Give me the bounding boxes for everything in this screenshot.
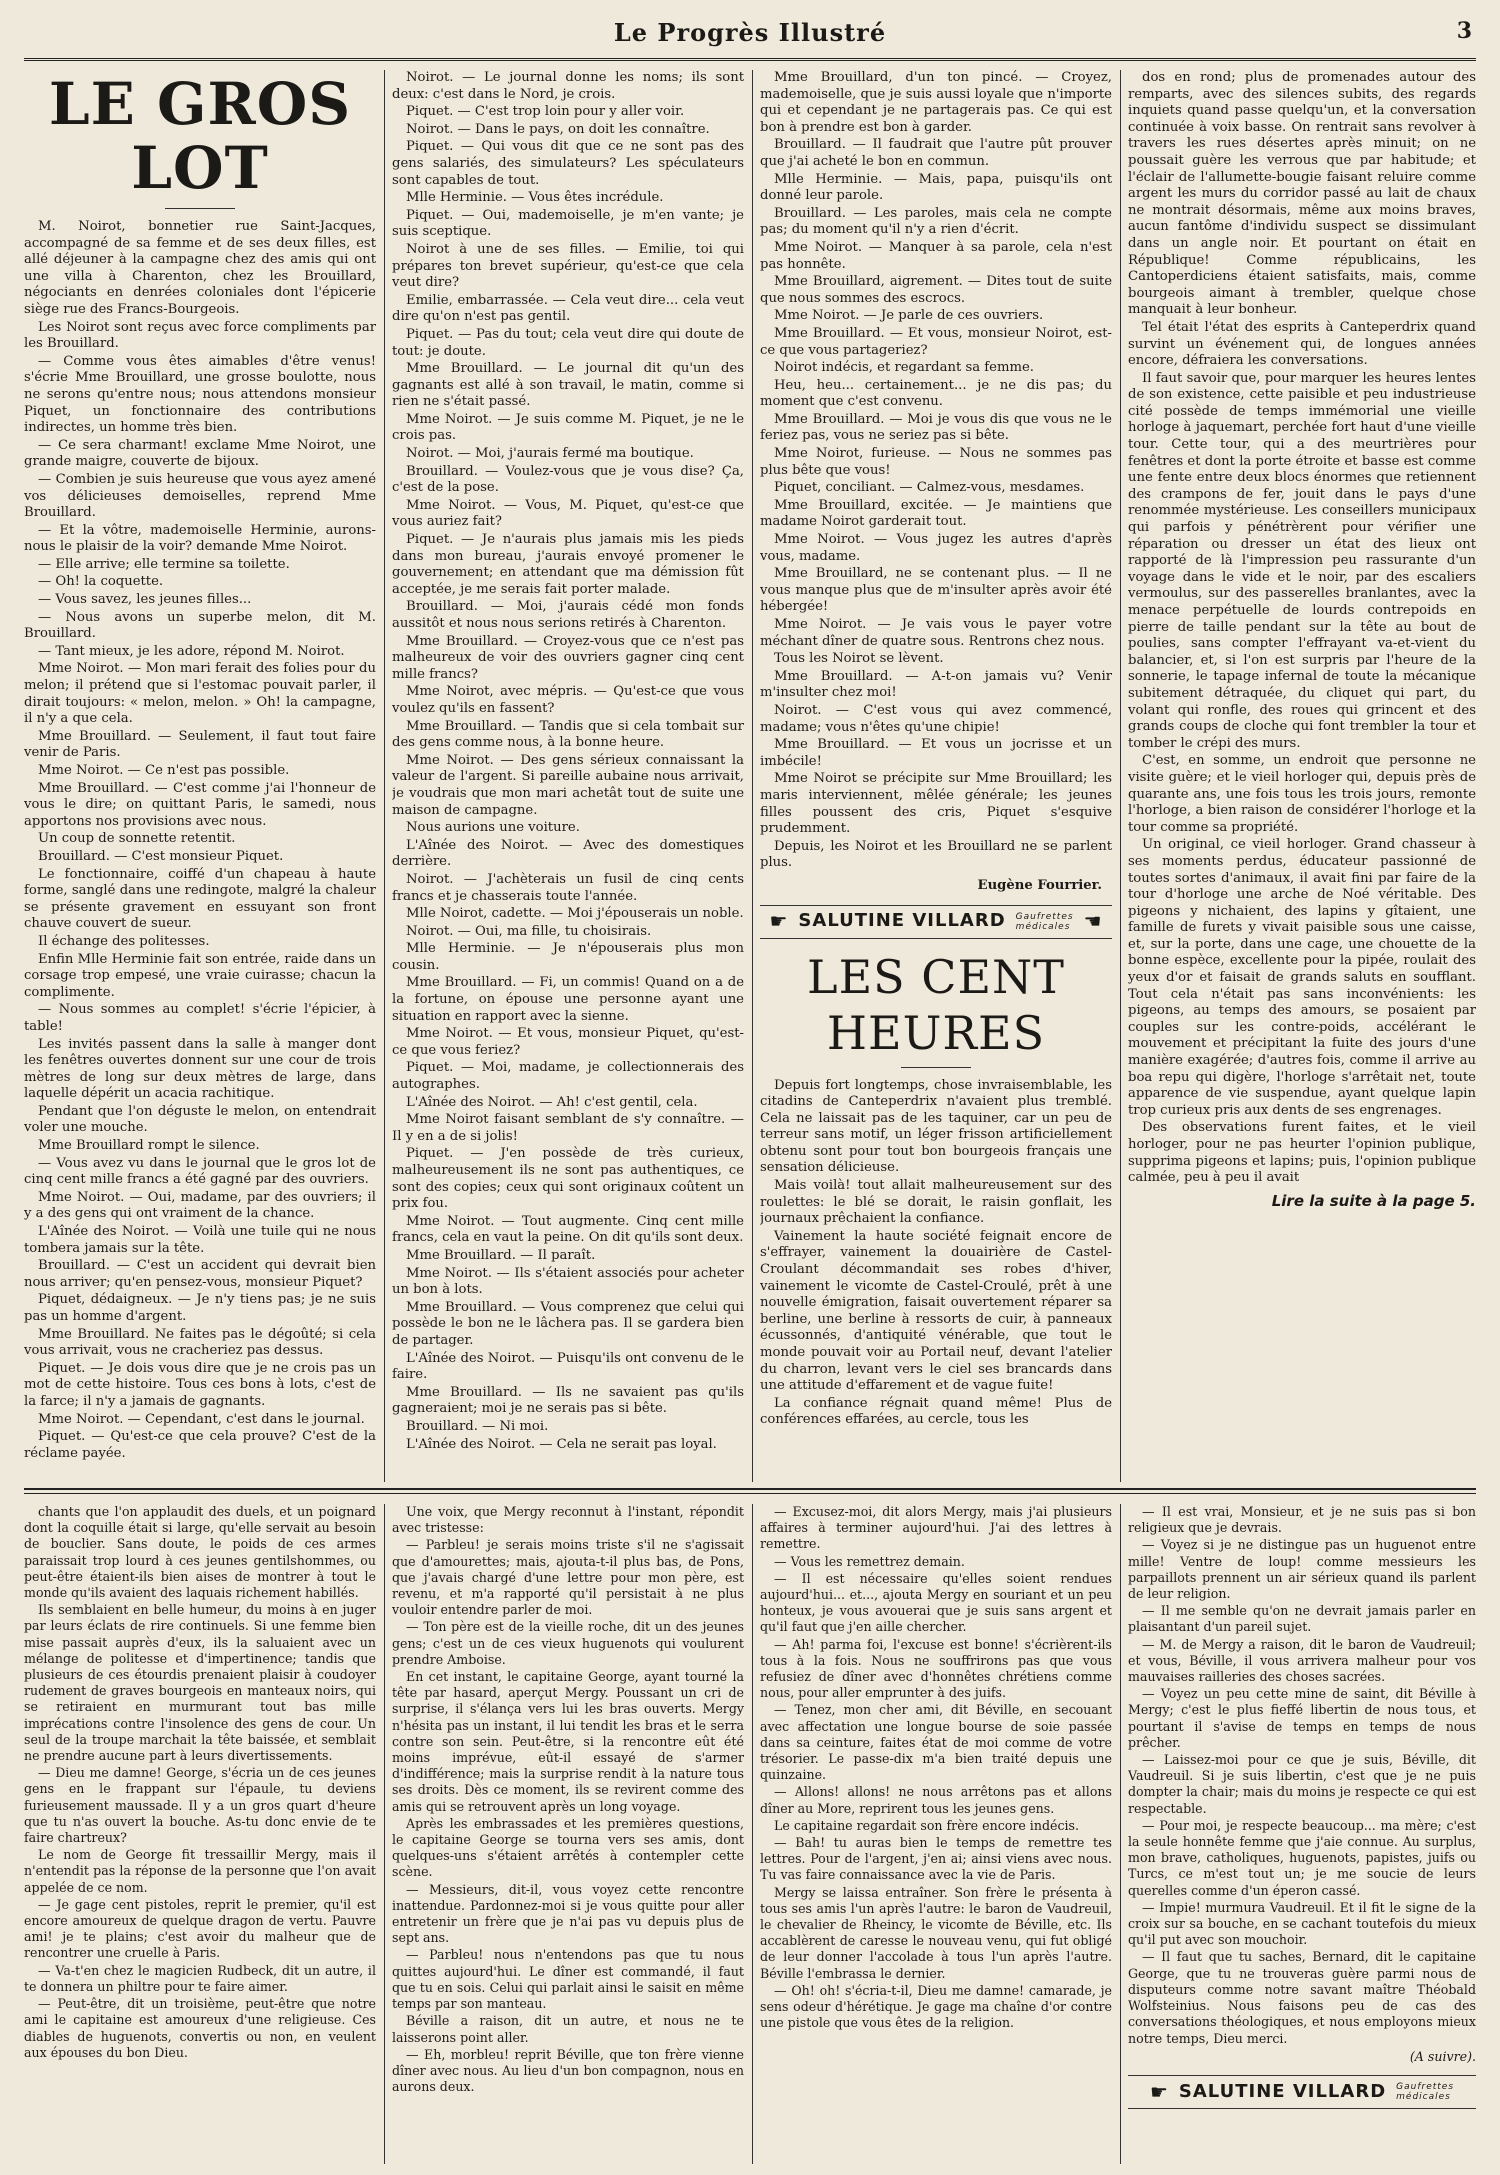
column-rule xyxy=(384,1504,385,2164)
paragraph: Le capitaine regardait son frère encore indécis. xyxy=(774,1817,1080,1833)
paragraph: Mme Brouillard. — A-t-on jamais vu? Venir m'insulter chez moi! xyxy=(760,668,1112,701)
paragraph: En cet instant, le capitaine George, ayant tourné la tête par hasard, aperçut Mergy. Poussant un cri de surprise, il s'élança vers lui les bras ouverts. Mergy n'hésita pas un instant, il lui tendit les bras et le serra contre son sein. Peut-être, si la rencontre eût été moins imprévue, eût-il essayé de s'armer d'indifférence; mais la surprise rendit à la nature tous ses droits. Dès ce moment, ils se revirent comme des amis qui se retrouvent après un long voyage. xyxy=(392,1669,744,1814)
paragraph: Mme Noirot se précipite sur Mme Brouillard; les maris interviennent, mêlée générale; les jeunes filles poussent des cris, Piquet s'esquive prudemment. xyxy=(760,771,1112,837)
newspaper-title: Le Progrès Illustré xyxy=(613,18,887,47)
paragraph: Emilie, embarrassée. — Cela veut dire... cela veut dire qu'on n'est pas gentil. xyxy=(392,292,744,325)
gros-lot-column-1 xyxy=(24,70,376,1480)
paragraph: Noirot. — Dans le pays, on doit les connaître. xyxy=(406,121,710,137)
headline-divider xyxy=(901,1067,971,1068)
author-signature: Eugène Fourrier. xyxy=(977,877,1102,893)
paragraph: Les invités passent dans la salle à manger dont les fenêtres ouvertes donnent sur une cour de trois mètres de long sur deux mètres de large, dans laquelle dépérit un acacia rachitique. xyxy=(24,1036,376,1102)
pointing-hand-icon: ☛ xyxy=(769,909,789,934)
paragraph: — M. de Mergy a raison, dit le baron de Vaudreuil; et vous, Béville, il vous arrivera malheur pour vos mauvaises railleries des choses sacrées. xyxy=(1128,1636,1476,1685)
paragraph: Mme Brouillard. — Il paraît. xyxy=(406,1247,596,1263)
paragraph: Il faut savoir que, pour marquer les heures lentes de son existence, cette paisible et peu industrieuse cité possède de temps immémorial une vieille horloge à jaquemart, perchée fort haut d'une vieille tour. Cette tour, qui a des meurtrières pour fenêtres et dont la porte étroite et basse est comme une fente entre deux blocs énormes que retiennent des crampons de fer, jouit dans le pays d'une renommée mystérieuse. Les conseillers municipaux qui parfois y pénétrèrent pour vérifier une réparation ou dresser un état des lieux ont rapporté de là l'impression peu rassurante d'un voyage dans le vide et le noir, par des escaliers vermoulus, sur des passerelles branlantes, avec la menace perpétuelle de lourds contrepoids en pierre de taille pendant sur la tête au bout de poulies, sans compter l'effrayant va-et-vient du balancier, et, si l'on est surpris par l'heure de la sonnerie, le tapage infernal de toute la mécanique subitement détraquée, du cliquet qui part, du volant qui ronfle, des roues qui grincent et des grands coups de cloche qui font trembler la tour et tomber le crépi des murs. xyxy=(1128,370,1476,751)
paragraph: Mlle Herminie. — Je n'épouserais plus mon cousin. xyxy=(392,941,744,973)
column-rule xyxy=(384,70,385,1482)
paragraph: — Oh! la coquette. xyxy=(38,574,164,590)
paragraph: Piquet. — Oui, mademoiselle, je m'en vante; je suis sceptique. xyxy=(392,207,744,240)
salutine-ad xyxy=(760,905,1112,939)
gros-lot-column-2 xyxy=(392,70,744,1480)
paragraph: Brouillard. — Il faudrait que l'autre pût prouver que j'ai acheté le bon en commun. xyxy=(760,137,1112,169)
paragraph: Tous les Noirot se lèvent. xyxy=(774,651,944,667)
paragraph: Mme Noirot. — Vous jugez les autres d'après vous, madame. xyxy=(760,532,1112,564)
feuilleton-text-1 xyxy=(24,1504,376,2061)
paragraph: Mme Noirot. — Vous, M. Piquet, qu'est-ce que vous auriez fait? xyxy=(392,497,744,530)
paragraph: — Impie! murmura Vaudreuil. Et il fit le signe de la croix sur sa bouche, en se cachant toutefois du mieux qu'il put avec son mouchoir. xyxy=(1128,1899,1476,1948)
cent-heures-column-2 xyxy=(1128,70,1476,1480)
section-divider xyxy=(24,1493,1476,1494)
paragraph: L'Aînée des Noirot. — Avec des domestiques derrière. xyxy=(392,837,744,870)
paragraph: Mme Brouillard. — Vous comprenez que celui qui possède le bon ne le lâchera pas. Il se gardera bien de partager. xyxy=(392,1299,744,1348)
paragraph: Brouillard. — Ni moi. xyxy=(406,1418,549,1434)
paragraph: Noirot. — Le journal donne les noms; ils sont deux: c'est dans le Nord, je crois. xyxy=(392,70,744,102)
paragraph: Mme Brouillard. — Ils ne savaient pas qu'ils gagneraient; moi je ne serais pas si bête. xyxy=(392,1384,744,1417)
paragraph: Ils semblaient en belle humeur, du moins à en juger par leurs éclats de rire continuels. Si une femme bien mise passait auprès d'eux, ils la saluaient avec un mélange de politesse et d'impertinence; tandis que plusieurs de ces étourdis prenaient plaisir à coudoyer rudement de graves bourgeois en manteaux noirs, qui se retiraient en murmurant tout bas mille imprécations contre l'insolence des gens de cour. Un seul de la troupe marchait la tête baissée, et semblait ne prendre aucune part à leurs divertissements. xyxy=(24,1602,376,1764)
paragraph: Un original, ce vieil horloger. Grand chasseur à ses moments perdus, éducateur passionné de toutes sortes d'animaux, il avait fini par faire de la tour d'horloge une arche de Noé véritable. Des pigeons y nichaient, des lapins y gîtaient, une famille de furets y vivait paisible sous une caisse, et, sur la porte, dans une cage, une chouette de la bonne espèce, excellente pour la pipée, roulait des yeux d'or et faisait de grands saluts en soufflant. Tout cela n'était pas sans inconvénients: les pigeons, au temps des amours, se posaient par couples sur les contre-poids, accélérant le mouvement et précipitant la fuite des jours d'une manière exagérée; d'autres fois, comme il arrive au boa repu qui digère, l'horloge s'arrêtait net, toute apparence de vie suspendue, ayant quelque lapin trop curieux pris aux dents de ses engrenages. xyxy=(1128,837,1476,1118)
gros-lot-text-3 xyxy=(760,70,1112,872)
paragraph: Vainement la haute société feignait encore de s'effrayer, vainement la douairière de Castel-Croulant décommandait ses robes d'hiver, vainement le vicomte de Castel-Croulé, prêt à une nouvelle émigration, faisait ouvertement réparer sa berline, une berline à ressorts de cuir, à panneaux écussonnés, d'antiquité vénérable, que tout le monde pouvait voir au Portail neuf, devant l'atelier du charron, levant vers le ciel ses brancards dans une attitude d'effarement et de vague fuite! xyxy=(760,1228,1112,1394)
paragraph: Le nom de George fit tressaillir Mergy, mais il n'entendit pas la réponse de la personne que l'on avait appelée de ce nom. xyxy=(24,1847,376,1895)
paragraph: Mme Noirot. — Tout augmente. Cinq cent mille francs, cela en vaut la peine. On dit qu'ils sont deux. xyxy=(392,1213,744,1246)
paragraph: Mme Noirot. — Ce n'est pas possible. xyxy=(38,763,290,778)
paragraph: Mme Noirot. — Manquer à sa parole, cela n'est pas honnête. xyxy=(760,239,1112,272)
paragraph: Mme Noirot. — Je parle de ces ouvriers. xyxy=(774,308,1044,324)
continued-notice: Lire la suite à la page 5. xyxy=(1271,1191,1476,1210)
paragraph: — Laissez-moi pour ce que je suis, Béville, dit Vaudreuil. Si je suis libertin, c'est que je ne puis dompter la chair; mais du moins je respecte ce qui est respectable. xyxy=(1128,1752,1476,1816)
paragraph: — Bah! tu auras bien le temps de remettre tes lettres. Pour de l'argent, j'en ai; ainsi viens avec nous. Tu vas faire connaissance avec la vie de Paris. xyxy=(760,1835,1112,1883)
paragraph: — Messieurs, dit-il, vous voyez cette rencontre inattendue. Pardonnez-moi si je vous quitte pour aller entretenir un frère que je n'ai pas vu depuis plus de sept ans. xyxy=(392,1881,744,1946)
paragraph: Nous aurions une voiture. xyxy=(406,820,580,836)
ad-name: SALUTINE VILLARD xyxy=(1178,2080,1387,2102)
paragraph: Brouillard. — C'est monsieur Piquet. xyxy=(38,848,284,864)
paragraph: — Ton père est de la vieille roche, dit un des jeunes gens; c'est un de ces vieux huguenots qui voulurent prendre Amboise. xyxy=(392,1619,744,1667)
paragraph: Mme Noirot. — Je suis comme M. Piquet, je ne le crois pas. xyxy=(392,411,744,444)
paragraph: Heu, heu... certainement... je ne dis pas; du moment que c'est convenu. xyxy=(760,377,1112,410)
paragraph: Noirot. — J'achèterais un fusil de cinq cents francs et je chasserais toute l'année. xyxy=(392,871,744,904)
paragraph: Piquet. — Qui vous dit que ce ne sont pas des gens salariés, des simulateurs? Les spéculateurs sont capables de tout. xyxy=(392,139,744,188)
paragraph: Mergy se laissa entraîner. Son frère le présenta à tous ses amis l'un après l'autre: le baron de Vaudreuil, le chevalier de Rheincy, le vicomte de Béville, etc. Ils accablèrent de caresse le nouveau venu, qui fut obligé de leur donner l'accolade à tous l'un après l'autre. Béville l'embrassa le dernier. xyxy=(760,1884,1112,1981)
paragraph: Piquet. — C'est trop loin pour y aller voir. xyxy=(406,104,685,120)
paragraph: — Oh! oh! s'écria-t-il, Dieu me damne! camarade, je sens odeur d'hérétique. Je gage ma chaîne d'or contre une pistole que vous êtes de la religion. xyxy=(760,1982,1112,2031)
paragraph: Mme Brouillard. — Seulement, il faut tout faire venir de Paris. xyxy=(24,728,376,761)
paragraph: Mme Brouillard. — Moi je vous dis que vous ne le feriez pas, vous ne seriez pas si bête. xyxy=(760,411,1112,444)
paragraph: Après les embrassades et les premières questions, le capitaine George se tourna vers ses amis, dont quelques-uns s'étaient arrêtés à contempler cette scène. xyxy=(392,1815,744,1880)
paragraph: C'est, en somme, un endroit que personne ne visite guère; et le vieil horloger qui, depuis près de quarante ans, une fois tous les trois jours, remonte l'horloge, a bien raison de considérer l'horloge et la tour comme sa propriété. xyxy=(1128,753,1476,835)
paragraph: Béville a raison, dit un autre, et nous ne te laisserons point aller. xyxy=(392,2013,744,2045)
paragraph: Piquet, dédaigneux. — Je n'y tiens pas; je ne suis pas un homme d'argent. xyxy=(24,1292,376,1324)
paragraph: — Allons! allons! ne nous arrêtons pas et allons dîner au More, reprirent tous les jeunes gens. xyxy=(760,1784,1112,1816)
paragraph: Pendant que l'on déguste le melon, on entendrait voler une mouche. xyxy=(24,1103,376,1136)
paragraph: — Parbleu! je serais moins triste s'il ne s'agissait que d'amourettes; mais, ajouta-t-il plus bas, de Pons, que j'avais chargé d'une lettre pour mon père, est revenu, et m'a rapporté qu'il persistait à ne plus vouloir entendre parler de moi. xyxy=(392,1537,744,1618)
section-divider xyxy=(24,1488,1476,1490)
paragraph: Mme Noirot, furieuse. — Nous ne sommes pas plus bête que vous! xyxy=(760,446,1112,478)
paragraph: Depuis, les Noirot et les Brouillard ne se parlent plus. xyxy=(760,838,1112,871)
paragraph: — Il faut que tu saches, Bernard, dit le capitaine George, que tu ne trouveras guère parmi nous de disputeurs comme notre savant maître Théobald Wolfsteinius. Nous faisons peu de cas des conversations théologiques, et nous employons mieux notre temps, Dieu merci. xyxy=(1128,1949,1476,2046)
paragraph: — Il me semble qu'on ne devrait jamais parler en plaisantant d'un pareil sujet. xyxy=(1128,1603,1476,1635)
paragraph: — Je gage cent pistoles, reprit le premier, qu'il est encore amoureux de quelque dragon de vertu. Pauvre ami! je te plains; c'est avoir du malheur que de rencontrer une cruelle à Paris. xyxy=(24,1896,376,1961)
paragraph: Mais voilà! tout allait malheureusement sur des roulettes: le blé se dorait, le raisin gonflait, les journaux prêchaient la confiance. xyxy=(760,1178,1112,1227)
paragraph: Piquet. — Qu'est-ce que cela prouve? C'est de la réclame payée. xyxy=(24,1429,376,1461)
paragraph: Mme Noirot faisant semblant de s'y connaître. — Il y en a de si jolis! xyxy=(392,1112,744,1144)
paragraph: Noirot. — C'est vous qui avez commencé, madame; vous n'êtes qu'une chipie! xyxy=(760,702,1112,735)
column-rule xyxy=(1120,1504,1121,2164)
paragraph: — Vous les remettrez demain. xyxy=(774,1553,965,1569)
cent-heures-headline: LES CENT HEURES xyxy=(807,949,1065,1060)
paragraph: Enfin Mlle Herminie fait son entrée, raide dans un corsage trop empesé, une vraie cuirasse; chacun la complimente. xyxy=(24,951,376,1000)
paragraph: Le fonctionnaire, coiffé d'un chapeau à haute forme, sanglé dans une redingote, malgré la chaleur se présente gravement en essuyant son front chauve couvert de sueur. xyxy=(24,866,376,932)
paragraph: Piquet. — Pas du tout; cela veut dire qui doute de tout: je doute. xyxy=(392,326,744,359)
paragraph: M. Noirot, bonnetier rue Saint-Jacques, accompagné de sa femme et de ses deux filles, est allé déjeuner à la campagne chez des amis qui ont une villa à Charenton, chez les Brouillard, négociants en denrées coloniales dont l'épicerie siège rue des Francs-Bourgeois. xyxy=(24,219,376,317)
page-number: 3 xyxy=(1456,18,1472,44)
paragraph: Tel était l'état des esprits à Canteperdrix quand survint un événement qui, de longues années encore, défraiera les conversations. xyxy=(1128,319,1476,369)
paragraph: Les Noirot sont reçus avec force compliments par les Brouillard. xyxy=(24,319,376,352)
paragraph: Mlle Herminie. — Mais, papa, puisqu'ils ont donné leur parole. xyxy=(760,171,1112,204)
paragraph: — Vous savez, les jeunes filles... xyxy=(38,592,252,608)
feuilleton-column-1 xyxy=(24,1504,376,2164)
feuilleton-column-4 xyxy=(1128,1504,1476,2164)
paragraph: Piquet. — J'en possède de très curieux, malheureusement ils ne sont pas authentiques, ce sont des copies; ceux qui sont originaux coûtent un prix fou. xyxy=(392,1146,744,1212)
paragraph: Brouillard. — Voulez-vous que je vous dise? Ça, c'est de la pose. xyxy=(392,463,744,496)
paragraph: — Et la vôtre, mademoiselle Herminie, aurons-nous le plaisir de la voir? demande Mme Noirot. xyxy=(24,522,376,555)
feuilleton-column-3 xyxy=(760,1504,1112,2164)
paragraph: — Il est nécessaire qu'elles soient rendues aujourd'hui... et..., ajouta Mergy en souriant et un peu honteux, je vous avouerai que je suis sans argent et qu'il faut que j'en aille chercher. xyxy=(760,1570,1112,1635)
column-3 xyxy=(760,70,1112,1480)
paragraph: Noirot. — Oui, ma fille, tu choisirais. xyxy=(406,923,652,939)
feuilleton-text-3 xyxy=(760,1504,1112,2032)
paragraph: Mme Noirot. — Des gens sérieux connaissant la valeur de l'argent. Si pareille aubaine nous arrivait, je voudrais que mon mari achetât tout de suite une maison de campagne. xyxy=(392,752,744,818)
paragraph: — Eh, morbleu! reprit Béville, que ton frère vienne dîner avec nous. Au lieu d'un bon compagnon, nous en aurons deux. xyxy=(392,2046,744,2095)
paragraph: Depuis fort longtemps, chose invraisemblable, les citadins de Canteperdrix n'avaient plus tremblé. Cela ne laissait pas de les taquiner, car un peu de terreur sans motif, un léger frisson artificiellement obtenu sont pour tout bon bourgeois français une sensation délicieuse. xyxy=(760,1077,1112,1176)
paragraph: Mme Brouillard rompt le silence. xyxy=(38,1138,260,1154)
paragraph: L'Aînée des Noirot. — Voilà une tuile qui ne nous tombera jamais sur la tête. xyxy=(24,1224,376,1256)
paragraph: Brouillard. — C'est un accident qui devrait bien nous arriver; qu'en pensez-vous, monsieur Piquet? xyxy=(24,1258,376,1290)
paragraph: Brouillard. — Moi, j'aurais cédé mon fonds aussitôt et nous nous serions retirés à Charenton. xyxy=(392,599,744,631)
paragraph: Mme Noirot. — Oui, madame, par des ouvriers; il y a des gens qui ont vraiment de la chance. xyxy=(24,1189,376,1222)
paragraph: Mme Noirot. — Je vais vous le payer votre méchant dîner de quatre sous. Rentrons chez nous. xyxy=(760,617,1112,649)
paragraph: — Nous sommes au complet! s'écrie l'épicier, à table! xyxy=(24,1002,376,1034)
paragraph: chants que l'on applaudit des duels, et un poignard dont la coquille était si large, qu'elle servait au besoin de bouclier. Sans doute, le poids de ces armes paraissait trop lourd à ces jeunes gentilshommes, ou peut-être étaient-ils bien aises de montrer à tout le monde qu'ils avaient des laquais richement habillés. xyxy=(24,1504,376,1601)
paragraph: — Vous avez vu dans le journal que le gros lot de cinq cent mille francs a été gagné par des ouvriers. xyxy=(24,1155,376,1188)
paragraph: — Voyez un peu cette mine de saint, dit Béville à Mergy; c'est le plus fieffé libertin de nous tous, et pourtant il s'avise de temps en temps de nous prêcher. xyxy=(1128,1686,1476,1750)
paragraph: Piquet, conciliant. — Calmez-vous, mesdames. xyxy=(774,480,1085,496)
feuilleton-text-4 xyxy=(1128,1504,1476,2047)
paragraph: Noirot à une de ses filles. — Emilie, toi qui prépares ton brevet supérieur, qu'est-ce que cela veut dire? xyxy=(392,241,744,291)
paragraph: Des observations furent faites, et le vieil horloger, pour ne pas heurter l'opinion publique, supprima pigeons et lapins; puis, l'opinion publique calmée, peu à peu il avait xyxy=(1128,1120,1476,1186)
cent-heures-text-2 xyxy=(1128,70,1476,1187)
paragraph: Une voix, que Mergy reconnut à l'instant, répondit avec tristesse: xyxy=(392,1504,744,1536)
masthead xyxy=(24,10,1476,61)
paragraph: Mme Brouillard. Ne faites pas le dégoûté; si cela vous arrivait, vous ne cracheriez pas dessus. xyxy=(24,1326,376,1359)
cent-heures-text-1 xyxy=(760,1078,1112,1429)
paragraph: Mme Brouillard. — Et vous un jocrisse et un imbécile! xyxy=(760,737,1112,769)
paragraph: Mme Brouillard. — Tandis que si cela tombait sur des gens comme nous, à la bonne heure. xyxy=(392,718,744,751)
paragraph: — Il est vrai, Monsieur, et je ne suis pas si bon religieux que je devrais. xyxy=(1128,1504,1476,1536)
paragraph: Piquet. — Je n'aurais plus jamais mis les pieds dans mon bureau, j'aurais envoyé promener le gouvernement; en attendant que ma démission fût acceptée, je me serais fait porter malade. xyxy=(392,532,744,597)
paragraph: L'Aînée des Noirot. — Puisqu'ils ont convenu de le faire. xyxy=(392,1350,744,1383)
paragraph: Un coup de sonnette retentit. xyxy=(38,831,236,847)
column-rule xyxy=(752,70,753,1482)
paragraph: Mme Brouillard. — C'est comme j'ai l'honneur de vous le dire; on quittant Paris, le samedi, nous apportons nos provisions avec nous. xyxy=(24,780,376,829)
paragraph: Noirot. — Moi, j'aurais fermé ma boutique. xyxy=(406,446,694,462)
paragraph: Mlle Noirot, cadette. — Moi j'épouserais un noble. xyxy=(406,906,744,922)
paragraph: — Excusez-moi, dit alors Mergy, mais j'ai plusieurs affaires à terminer aujourd'hui. J'ai des lettres à remettre. xyxy=(760,1504,1112,1552)
paragraph: Mme Brouillard. — Le journal dit qu'un des gagnants est allé à son travail, le matin, comme si rien ne s'était passé. xyxy=(392,361,744,410)
feuilleton-column-2 xyxy=(392,1504,744,2164)
paragraph: Mme Noirot. — Ils s'étaient associés pour acheter un bon à lots. xyxy=(392,1265,744,1298)
ad-subtitle: Gaufrettes médicales xyxy=(1015,911,1074,932)
paragraph: Mme Brouillard, aigrement. — Dites tout de suite que nous sommes des escrocs. xyxy=(760,274,1112,306)
paragraph: — Parbleu! nous n'entendons pas que tu nous quittes aujourd'hui. Le dîner est commandé, il faut que tu en sois. Celui qui parlait ainsi le saisit en même temps par son manteau. xyxy=(392,1947,744,2012)
paragraph: Il échange des politesses. xyxy=(38,933,210,949)
paragraph: Mme Brouillard, ne se contenant plus. — Il ne vous manque plus que de m'insulter après avoir été hébergée! xyxy=(760,566,1112,615)
paragraph: — Ce sera charmant! exclame Mme Noirot, une grande maigre, couverte de bijoux. xyxy=(24,437,376,470)
headline-divider xyxy=(165,208,235,209)
paragraph: — Nous avons un superbe melon, dit M. Brouillard. xyxy=(24,609,376,642)
salutine-ad-bottom xyxy=(1128,2075,1476,2109)
paragraph: Mme Brouillard. — Et vous, monsieur Noirot, est-ce que vous partageriez? xyxy=(760,325,1112,358)
paragraph: — Pour moi, je respecte beaucoup... ma mère; c'est la seule honnête femme que j'aie connue. Au surplus, mon brave, catholiques, huguenots, papistes, juifs ou Turcs, ce m'est tout un; je me soucie de leurs querelles comme d'un éperon cassé. xyxy=(1128,1817,1476,1898)
paragraph: — Va-t'en chez le magicien Rudbeck, dit un autre, il te donnera un philtre pour te faire aimer. xyxy=(24,1962,376,1994)
gros-lot-text-1 xyxy=(24,219,376,1462)
to-be-continued: (A suivre). xyxy=(1409,2048,1476,2064)
paragraph: — Tant mieux, je les adore, répond M. Noirot. xyxy=(38,643,345,659)
pointing-hand-icon: ☚ xyxy=(1083,909,1103,934)
paragraph: — Voyez si je ne distingue pas un huguenot entre mille! Ventre de loup! comme messieurs les parpaillots prennent un air sérieux quand ils parlent de leur religion. xyxy=(1128,1537,1476,1602)
paragraph: Piquet. — Je dois vous dire que je ne crois pas un mot de cette histoire. Tous ces bons à lots, c'est de la farce; il n'y a jamais de gagnants. xyxy=(24,1360,376,1409)
paragraph: La confiance régnait quand même! Plus de conférences effarées, au cercle, tous les xyxy=(760,1395,1112,1428)
paragraph: Noirot indécis, et regardant sa femme. xyxy=(774,360,1034,376)
paragraph: — Tenez, mon cher ami, dit Béville, en secouant avec affectation une longue bourse de soie passée dans sa ceinture, faites état de moi comme de votre trésorier. Le passe-dix m'a bien traité depuis une quinzaine. xyxy=(760,1702,1112,1783)
paragraph: Mme Noirot. — Cependant, c'est dans le journal. xyxy=(38,1411,365,1427)
paragraph: Mme Brouillard. — Fi, un commis! Quand on a de la fortune, on épouse une personne ayant une situation en rapport avec la sienne. xyxy=(392,975,744,1024)
paragraph: L'Aînée des Noirot. — Cela ne serait pas loyal. xyxy=(406,1436,717,1452)
column-rule xyxy=(1120,70,1121,1482)
paragraph: Mme Brouillard. — Croyez-vous que ce n'est pas malheureux de voir des ouvriers gagner cinq cent mille francs? xyxy=(392,633,744,682)
paragraph: Mme Noirot. — Et vous, monsieur Piquet, qu'est-ce que vous feriez? xyxy=(392,1026,744,1058)
paragraph: Mlle Herminie. — Vous êtes incrédule. xyxy=(406,190,664,206)
paragraph: Brouillard. — Les paroles, mais cela ne compte pas; du moment qu'il n'y a rien d'écrit. xyxy=(760,205,1112,238)
paragraph: — Peut-être, dit un troisième, peut-être que notre ami le capitaine est amoureux d'une religieuse. Ces diables de huguenots, convertis ou non, en veulent aux épouses du bon Dieu. xyxy=(24,1996,376,2060)
gros-lot-text-2 xyxy=(392,70,744,1453)
paragraph: Mme Brouillard, excitée. — Je maintiens que madame Noirot garderait tout. xyxy=(760,497,1112,530)
pointing-hand-icon: ☛ xyxy=(1149,2079,1169,2104)
paragraph: Mme Brouillard, d'un ton pincé. — Croyez, mademoiselle, que je suis aussi loyale que n'importe qui et cependant je ne partagerais pas. Ce qui est bon à prendre est bon à garder. xyxy=(760,70,1112,135)
paragraph: — Combien je suis heureuse que vous ayez amené vos délicieuses demoiselles, reprend Mme Brouillard. xyxy=(24,471,376,521)
paragraph: — Comme vous êtes aimables d'être venus! s'écrie Mme Brouillard, une grosse boulotte, nous ne serons qu'entre nous; nous attendons monsieur Piquet, un fonctionnaire des contributions indirectes, un homme très bien. xyxy=(24,353,376,436)
paragraph: — Dieu me damne! George, s'écria un de ces jeunes gens en le frappant sur l'épaule, tu deviens furieusement maussade. Il y a un gros quart d'heure que tu n'as ouvert la bouche. As-tu donc envie de te faire chartreux? xyxy=(24,1765,376,1846)
paragraph: dos en rond; plus de promenades autour des remparts, avec des silences subits, des regards inquiets quand passe quelqu'un, et la conversation continuée à voix basse. On rentrait sans revolver à travers les rues désertes après minuit; on ne poussait guère les verrous que par habitude; et l'éclair de l'allumette-bougie faisant reluire comme argent les murs du corridor passé au lait de chaux ne montrait désormais, même aux moins braves, aucun fantôme d'individu suspect se dissimulant dans un angle noir. Et pourtant on était en République! Comme républicains, les Cantoperdiciens étaient satisfaits, mais, comme bourgeois aimant à trembler, quelque chose manquait à leur bonheur. xyxy=(1128,70,1476,318)
ad-subtitle: Gaufrettes médicales xyxy=(1396,2081,1455,2102)
paragraph: Mme Noirot, avec mépris. — Qu'est-ce que vous voulez qu'ils en fassent? xyxy=(392,684,744,716)
paragraph: — Elle arrive; elle termine sa toilette. xyxy=(38,556,290,572)
paragraph: — Ah! parma foi, l'excuse est bonne! s'écrièrent-ils tous à la fois. Nous ne souffrirons pas que vous refusiez de dîner avec d'honnêtes chrétiens comme nous, pour aller emprunter à des juifs. xyxy=(760,1636,1112,1701)
column-rule xyxy=(752,1504,753,2164)
paragraph: Piquet. — Moi, madame, je collectionnerais des autographes. xyxy=(392,1060,744,1093)
gros-lot-headline: LE GROS LOT xyxy=(48,70,352,202)
ad-name: SALUTINE VILLARD xyxy=(798,910,1006,932)
paragraph: Mme Noirot. — Mon mari ferait des folies pour du melon; il prétend que si l'estomac pouvait parler, il dirait toujours: « melon, melon. » Oh! la campagne, il n'y a que cela. xyxy=(24,661,376,727)
paragraph: L'Aînée des Noirot. — Ah! c'est gentil, cela. xyxy=(406,1094,698,1110)
feuilleton-text-2 xyxy=(392,1504,744,2095)
